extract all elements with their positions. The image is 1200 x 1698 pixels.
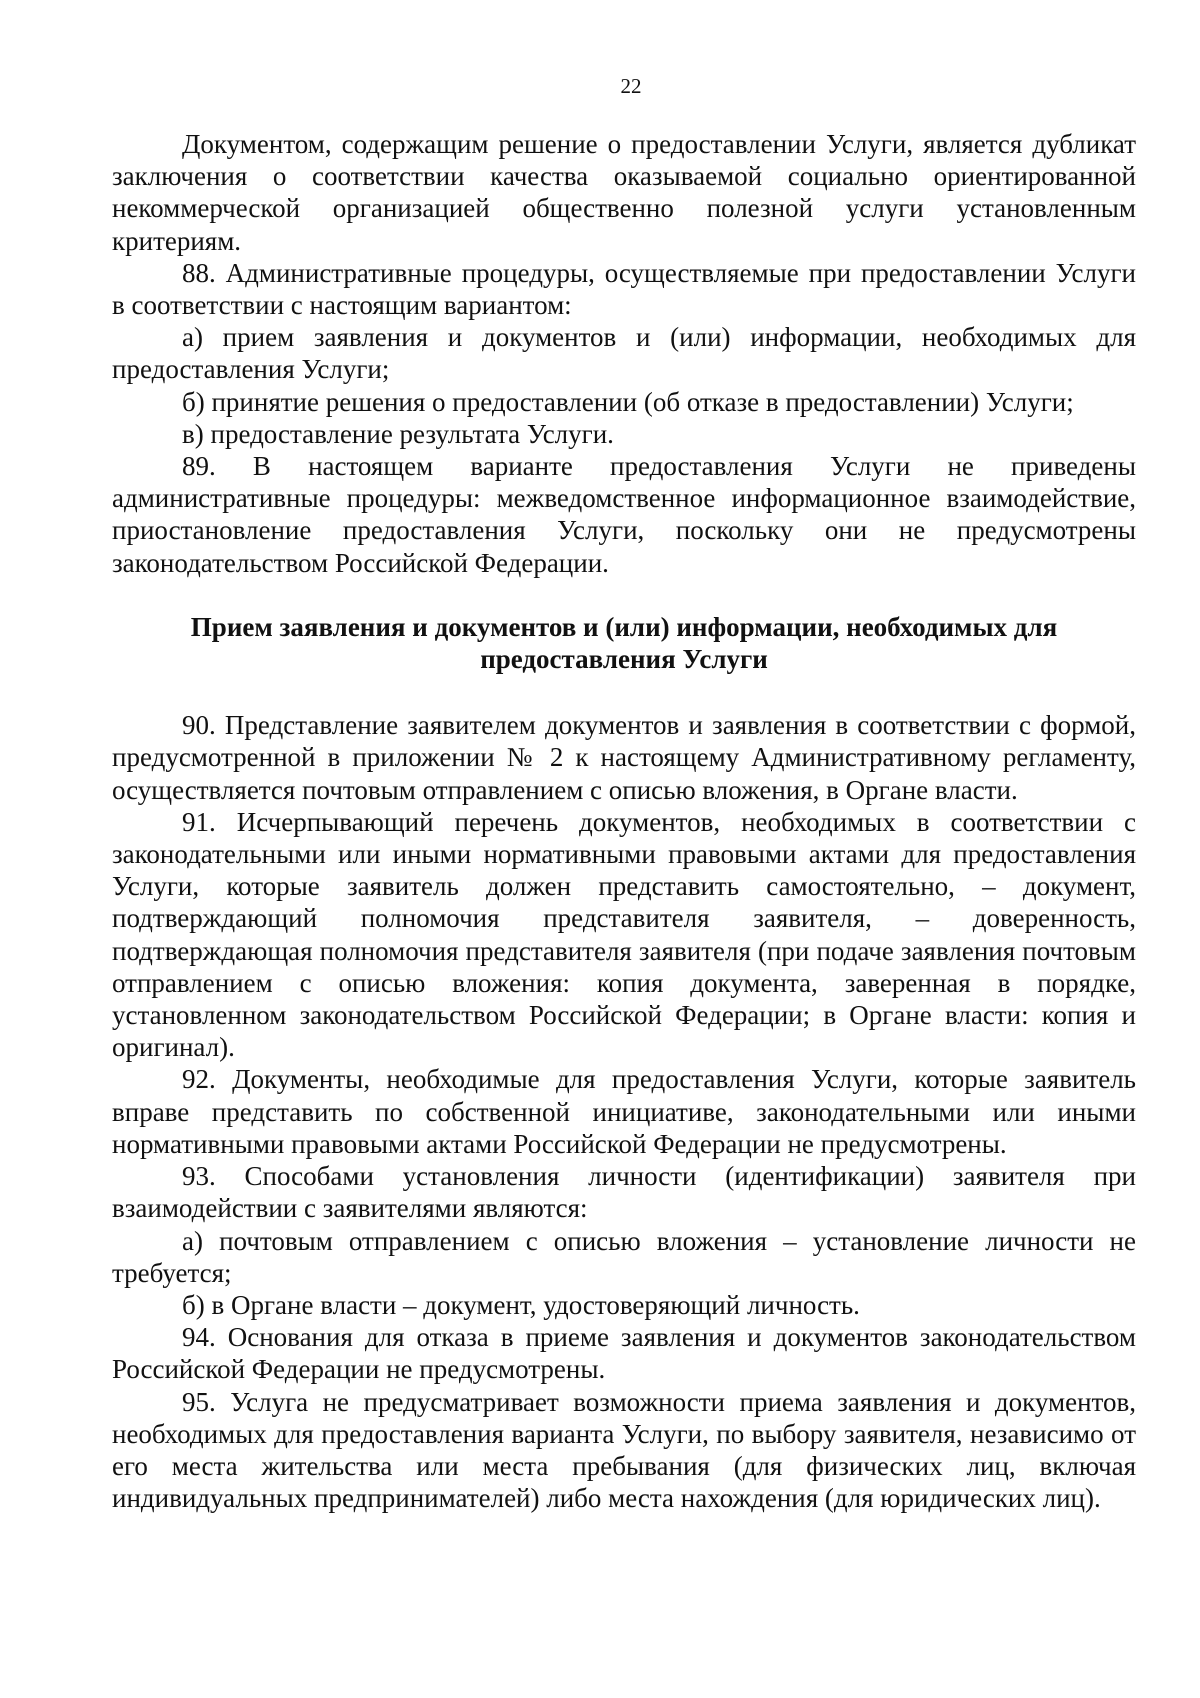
section-heading-line-1: Прием заявления и документов и (или) информации, необходимых для xyxy=(190,611,1058,642)
paragraph-88-a: а) прием заявления и документов и (или) информации, необходимых для предоставления Услуги; xyxy=(112,322,1136,385)
paragraph-90: 90. Представление заявителем документов и заявления в соответствии с формой, предусмотренной в приложении № 2 к настоящему Административному регламенту, осуществляется почтовым отправлением с описью вложения, в Органе власти. xyxy=(112,710,1136,805)
paragraph-88-b: б) принятие решения о предоставлении (об отказе в предоставлении) Услуги; xyxy=(182,386,1074,417)
paragraph-result-document: Документом, содержащим решение о предоставлении Услуги, является дубликат заключения о соответствии качества оказываемой социально ориентированной некоммерческой организацией общественно полезной услуги установленным критериям. xyxy=(112,129,1136,256)
section-heading xyxy=(112,611,1136,675)
paragraph-91: 91. Исчерпывающий перечень документов, необходимых в соответствии с законодательными или иными нормативными правовыми актами для предоставления Услуги, которые заявитель должен представить самостоятельно, – документ, подтверждающий полномочия представителя заявителя, – доверенность, подтверждающая полномочия представителя заявителя (при подаче заявления почтовым отправлением с описью вложения: копия документа, заверенная в порядке, установленном законодательством Российской Федерации; в Органе власти: копия и оригинал). xyxy=(112,806,1136,1063)
paragraph-94: 94. Основания для отказа в приеме заявления и документов законодательством Российской Федерации не предусмотрены. xyxy=(112,1322,1136,1385)
document-body xyxy=(112,128,1136,1514)
paragraph-92: 92. Документы, необходимые для предоставления Услуги, которые заявитель вправе представить по собственной инициативе, законодательными или иными нормативными правовыми актами Российской Федерации не предусмотрены. xyxy=(112,1064,1136,1159)
paragraph-95: 95. Услуга не предусматривает возможности приема заявления и документов, необходимых для предоставления варианта Услуги, по выбору заявителя, независимо от его места жительства или места пребывания (для физических лиц, включая индивидуальных предпринимателей) либо места нахождения (для юридических лиц). xyxy=(112,1386,1136,1514)
section-heading-line-2: предоставления Услуги xyxy=(480,644,768,675)
paragraph-88-v: в) предоставление результата Услуги. xyxy=(182,418,614,449)
paragraph-93: 93. Способами установления личности (идентификации) заявителя при взаимодействии с заявителями являются: xyxy=(112,1161,1136,1224)
paragraph-93-a: а) почтовым отправлением с описью вложения – установление личности не требуется; xyxy=(112,1225,1136,1288)
paragraph-93-b: б) в Органе власти – документ, удостоверяющий личность. xyxy=(182,1289,860,1320)
paragraph-89: 89. В настоящем варианте предоставления Услуги не приведены административные процедуры: межведомственное информационное взаимодействие, приостановление предоставления Услуги, поскольку они не предусмотрены законодательством Российской Федерации. xyxy=(112,451,1136,578)
page-number: 22 xyxy=(620,74,642,98)
paragraph-88: 88. Административные процедуры, осуществляемые при предоставлении Услуги в соответствии с настоящим вариантом: xyxy=(112,257,1136,321)
